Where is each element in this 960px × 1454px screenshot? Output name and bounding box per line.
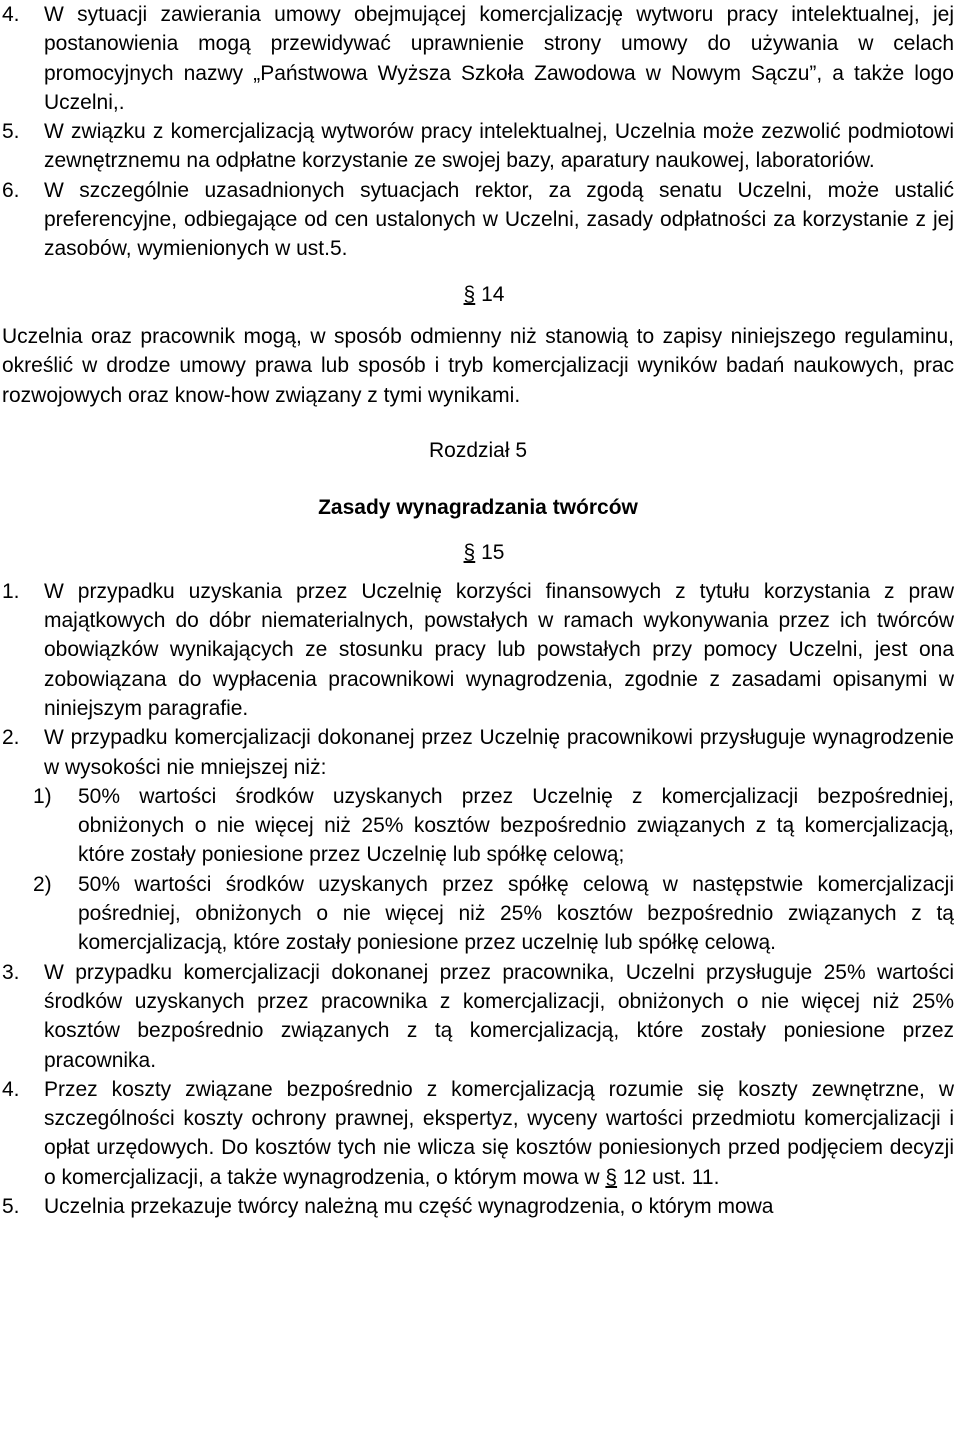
item-number: 4. xyxy=(2,1077,20,1101)
sub-list-item xyxy=(33,870,954,958)
section-number: 14 xyxy=(481,282,505,306)
item-text: W przypadku komercjalizacji dokonanej przez Uczelnię pracownikowi przysługuje wynagrodzenie w wysokości nie mniejszej niż: xyxy=(44,726,954,779)
continued-list xyxy=(2,0,954,264)
item-text: Uczelnia przekazuje twórcy należną mu część wynagrodzenia, o którym mowa xyxy=(44,1194,774,1218)
section-number: 15 xyxy=(481,541,505,565)
section-reference-sign: § xyxy=(605,1165,618,1189)
item-number: 6. xyxy=(2,178,20,202)
list-item xyxy=(2,958,954,1075)
section-heading-14 xyxy=(2,280,954,309)
list-item xyxy=(2,577,954,723)
item-text xyxy=(44,1075,954,1192)
item-text: W przypadku komercjalizacji dokonanej przez pracownika, Uczelni przysługuje 25% wartości środków uzyskanych przez pracownika z komercjalizacji, obniżonych o nie więcej niż 25% kosztów bezpośrednio związanych z tą komercjalizacją, które zostały poniesione przez pracownika. xyxy=(44,960,954,1072)
section-sign: § xyxy=(463,282,476,306)
item-number: 3. xyxy=(2,960,20,984)
item-text: W związku z komercjalizacją wytworów pracy intelektualnej, Uczelnia może zezwolić podmiotowi zewnętrznemu na odpłatne korzystanie ze swojej bazy, aparatury naukowej, laboratoriów. xyxy=(44,120,954,173)
item-number: 5. xyxy=(2,120,20,144)
item-number: 2. xyxy=(2,726,20,750)
sub-item-text: 50% wartości środków uzyskanych przez Uczelnię z komercjalizacji bezpośredniej, obniżonych o nie więcej niż 25% kosztów bezpośrednio związanych z tą komercjalizacją, które zostały poniesione przez Uczelnię lub spółkę celową; xyxy=(78,784,954,867)
list-item xyxy=(2,723,954,782)
item-number: 1. xyxy=(2,579,20,603)
chapter-title: Zasady wynagradzania twórców xyxy=(318,496,638,520)
item-number: 5. xyxy=(2,1194,20,1218)
item-text: W szczególnie uzasadnionych sytuacjach rektor, za zgodą senatu Uczelni, może ustalić preferencyjne, odbiegające od cen ustalonych w Uczelni, zasady odpłatności za korzystanie z jej zasobów, wymienionych w ust.5. xyxy=(44,178,954,261)
list-item xyxy=(2,0,954,117)
sub-item-number: 2) xyxy=(33,872,52,896)
list-item xyxy=(2,1075,954,1192)
sub-list xyxy=(33,782,954,958)
item-text-part: Przez koszty związane bezpośrednio z komercjalizacją rozumie się koszty zewnętrzne, w szczególności koszty ochrony prawnej, ekspertyz, wyceny wartości przedmiotu komercjalizacji i opłat urzędowych. Do kosztów tych nie wlicza się kosztów poniesionych przed podjęciem decyzji o komercjalizacji, a także wynagrodzenia, o którym mowa w xyxy=(44,1077,954,1189)
sub-item-text: 50% wartości środków uzyskanych przez spółkę celową w następstwie komercjalizacji pośredniej, obniżonych o nie więcej niż 25% kosztów bezpośrednio związanych z tą komercjalizacją, które zostały poniesione przez uczelnię lub spółkę celową. xyxy=(78,872,954,955)
section-sign: § xyxy=(463,541,476,565)
chapter-label: Rozdział 5 xyxy=(428,438,528,462)
sub-list-item xyxy=(33,782,954,870)
item-number: 4. xyxy=(2,3,20,26)
list-item xyxy=(2,117,954,176)
list-item xyxy=(2,1192,954,1221)
item-text: W sytuacji zawierania umowy obejmującej komercjalizację wytworu pracy intelektualnej, jej postanowienia mogą przewidywać uprawnienie strony umowy do używania w celach promocyjnych nazwy „Państwowa Wyższa Szkoła Zawodowa w Nowym Sączu”, a także logo Uczelni,. xyxy=(44,3,954,114)
section-14-text: Uczelnia oraz pracownik mogą, w sposób odmienny niż stanowią to zapisy niniejszego regulaminu, określić w drodze umowy prawa lub sposób i tryb komercjalizacji wyników badań naukowych, prac rozwojowych oraz know-how związany z tymi wynikami. xyxy=(2,324,954,407)
section-15-list xyxy=(2,577,954,1222)
item-text-part: 12 ust. 11. xyxy=(617,1165,720,1189)
section-heading-15 xyxy=(2,538,954,567)
sub-item-number: 1) xyxy=(33,784,52,808)
item-text: W przypadku uzyskania przez Uczelnię korzyści finansowych z tytułu korzystania z praw majątkowych do dóbr niematerialnych, powstałych w ramach wykonywania przez ich twórców obowiązków wynikających ze stosunku pracy lub powstałych przy pomocy Uczelni, jest ona zobowiązana do wypłacenia pracownikowi wynagrodzenia, zgodnie z zasadami opisanymi w niniejszym paragrafie. xyxy=(44,579,954,720)
list-item xyxy=(2,176,954,264)
